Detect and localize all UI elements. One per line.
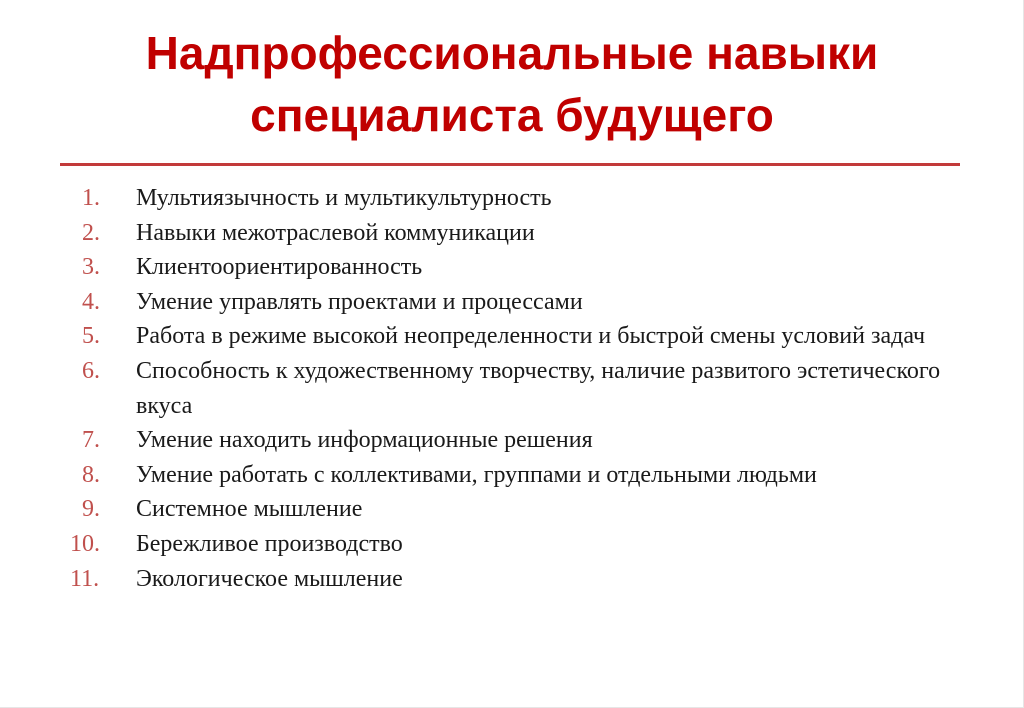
list-item-text: Экологическое мышление xyxy=(136,565,403,592)
slide-title xyxy=(0,22,1024,146)
list-item-number: 8. xyxy=(82,461,100,488)
list-item-number: 5. xyxy=(82,323,100,350)
list-item xyxy=(70,250,980,285)
list-item-text: Навыки межотраслевой коммуникации xyxy=(136,219,535,246)
list-item xyxy=(70,492,980,527)
list-item-number: 7. xyxy=(82,427,100,454)
title-divider xyxy=(60,163,960,166)
slide-title-line-2: специалиста будущего xyxy=(250,89,774,141)
list-item-text: Бережливое производство xyxy=(136,530,403,557)
list-item-number: 1. xyxy=(82,185,100,211)
list-item-text: Умение работать с коллективами, группами и отдельными людьми xyxy=(136,461,817,488)
list-item xyxy=(70,458,980,493)
slide-title-line-1: Надпрофессиональные навыки xyxy=(145,27,879,79)
list-item-text: Работа в режиме высокой неопределенности и быстрой смены условий задач xyxy=(136,323,926,350)
list-item xyxy=(70,354,980,423)
list-item-number: 6. xyxy=(82,357,100,384)
list-item xyxy=(70,285,980,320)
list-item-number: 9. xyxy=(82,496,100,523)
list-item-text: Мультиязычность и мультикультурность xyxy=(136,185,552,211)
list-item-number: 11. xyxy=(70,565,100,592)
list-item xyxy=(70,319,980,354)
list-item-number: 10. xyxy=(70,530,100,557)
list-item-number: 4. xyxy=(82,288,100,315)
list-item-text: Умение находить информационные решения xyxy=(136,427,593,454)
list-item-text: Умение управлять проектами и процессами xyxy=(136,288,583,315)
list-item-text: Способность к художественному творчеству, наличие развитого эстетического вкуса xyxy=(136,357,941,419)
list-item-number: 2. xyxy=(82,219,100,246)
list-item xyxy=(70,216,980,251)
list-item-text: Клиентоориентированность xyxy=(136,254,423,281)
list-item-text: Системное мышление xyxy=(136,496,363,523)
list-item xyxy=(70,527,980,562)
list-item xyxy=(70,423,980,458)
list-item xyxy=(70,562,980,597)
list-item xyxy=(70,181,980,216)
skills-list xyxy=(70,181,980,596)
list-item-number: 3. xyxy=(82,254,100,281)
